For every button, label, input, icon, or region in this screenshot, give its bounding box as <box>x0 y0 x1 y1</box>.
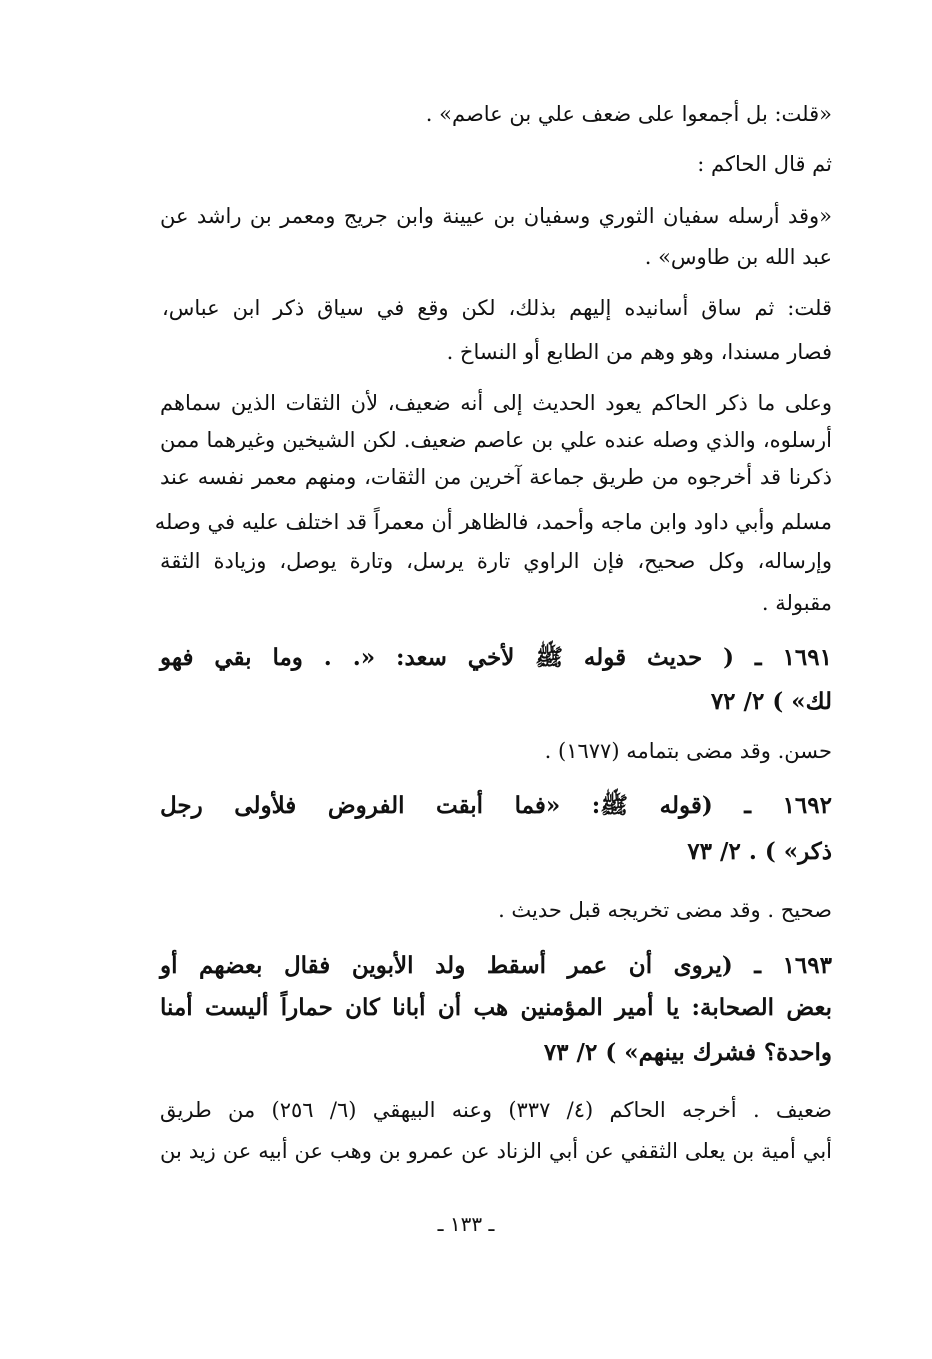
text-line: «قلت: بل أجمعوا على ضعف علي بن عاصم» . <box>425 102 832 126</box>
text-line: ضعيف . أخرجه الحاكم (٤/ ٣٣٧) وعنه البيهقي (٦/ ٢٥٦) من طريق <box>160 1098 832 1122</box>
hadith-heading-line: بعض الصحابة: يا أمير المؤمنين هب أن أبانا كان حماراً أليست أمنا <box>160 994 832 1021</box>
text-line: مسلم وأبي داود وابن ماجه وأحمد، فالظاهر أن معمراً قد اختلف عليه في وصله <box>154 510 832 534</box>
text-line: عبد الله بن طاوس» . <box>644 245 832 269</box>
text-line: «وقد أرسله سفيان الثوري وسفيان بن عيينة وابن جريج ومعمر بن راشد عن <box>160 204 832 228</box>
text-line: ذكرنا قد أخرجوه من طريق جماعة آخرين من الثقات، ومنهم معمر نفسه عند <box>160 465 832 489</box>
page-number: ـ ١٣٣ ـ <box>437 1212 495 1236</box>
hadith-heading-line: واحدة؟ فشرك بينهم» ) ٢/ ٧٣ <box>543 1039 832 1066</box>
text-line: حسن. وقد مضى بتمامه (١٦٧٧) . <box>544 739 832 763</box>
text-line: أرسلوه، والذي وصله عنده علي بن عاصم ضعيف. لكن الشيخين وغيرهما ممن <box>160 428 832 452</box>
text-line: ثم قال الحاكم : <box>697 152 832 176</box>
hadith-heading-line: ١٦٩٣ ـ (يروى أن عمر أسقط ولد الأبوين فقال بعضهم أو <box>160 952 832 979</box>
text-line: صحيح . وقد مضى تخريجه قبل حديث . <box>498 898 832 922</box>
hadith-heading-line: ١٦٩٢ ـ (قوله ﷺ: «فما أبقت الفروض فلأولى رجل <box>160 792 832 819</box>
text-line: وعلى ما ذكر الحاكم يعود الحديث إلى أنه ضعيف، لأن الثقات الذين سماهم <box>160 391 832 415</box>
text-line: فصار مسندا، وهو وهم من الطابع أو النساخ . <box>446 340 832 364</box>
hadith-heading-line: لك» ) ٢/ ٧٢ <box>710 688 832 715</box>
text-line: أبي أمية بن يعلى الثقفي عن أبي الزناد عن عمرو بن وهب عن أبيه عن زيد بن <box>160 1139 832 1163</box>
hadith-heading-line: ذكر» ) . ٢/ ٧٣ <box>687 838 832 865</box>
text-line: وإرساله، وكل صحيح، فإن الراوي تارة يرسل، وتارة يوصل، وزيادة الثقة <box>160 549 832 573</box>
text-line: قلت: ثم ساق أسانيده إليهم بذلك، لكن وقع في سياق ذكر ابن عباس، <box>162 296 832 320</box>
hadith-heading-line: ١٦٩١ ـ ( حديث قوله ﷺ لأخي سعد: «. . وما بقي فهو <box>160 644 832 671</box>
text-line: مقبولة . <box>761 591 832 615</box>
